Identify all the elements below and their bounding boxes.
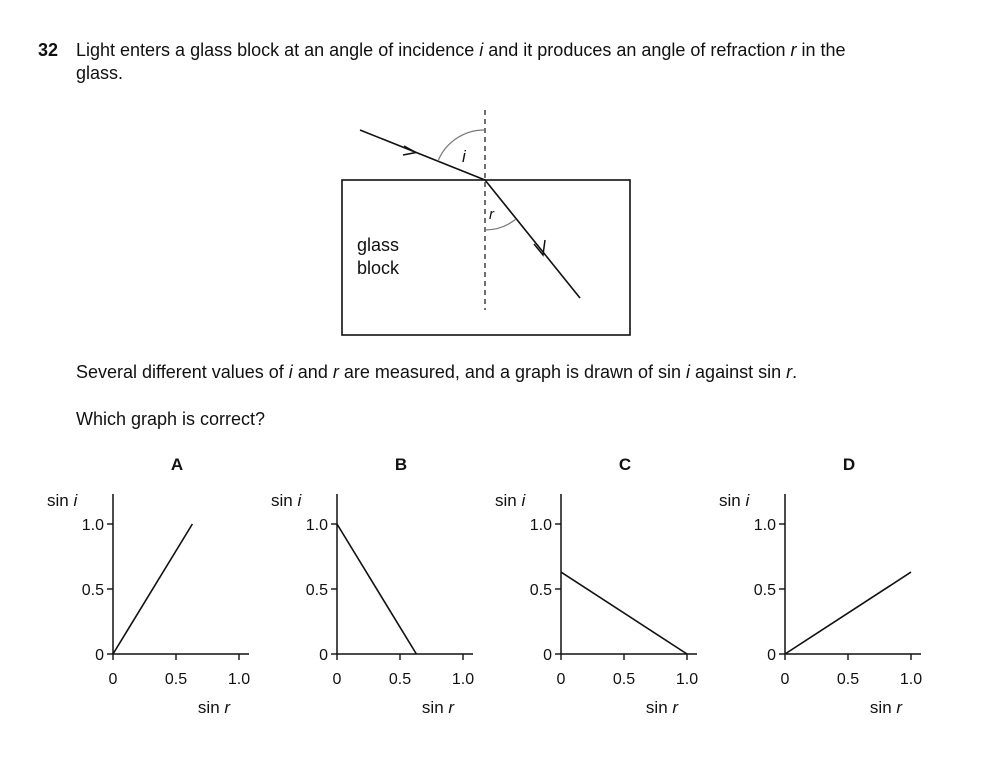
x-tick-label: 0.5 bbox=[612, 671, 636, 688]
text-run: against sin bbox=[690, 362, 787, 382]
x-tick-label: 1.0 bbox=[899, 671, 923, 688]
y-tick-label: 1.0 bbox=[753, 517, 776, 534]
y-tick-label: 0.5 bbox=[305, 582, 328, 599]
text-run: glass. bbox=[76, 63, 124, 83]
graph-d bbox=[719, 455, 922, 717]
italic-variable: r bbox=[790, 40, 797, 60]
question-number: 32 bbox=[38, 40, 59, 60]
y-tick-label: 0 bbox=[767, 647, 776, 664]
paragraph-question bbox=[76, 409, 265, 430]
x-tick-label: 0.5 bbox=[164, 671, 188, 688]
text-run: in the bbox=[796, 40, 846, 60]
angle-i-label: i bbox=[462, 147, 466, 166]
text-run: Several different values of bbox=[76, 362, 289, 382]
graph-c bbox=[495, 455, 698, 717]
text-run: Which graph is correct? bbox=[76, 409, 266, 429]
italic-variable: i bbox=[686, 362, 691, 382]
y-tick-label: 0.5 bbox=[753, 582, 776, 599]
graph-option-label: A bbox=[170, 455, 184, 474]
y-tick-label: 0.5 bbox=[529, 582, 552, 599]
data-line bbox=[561, 572, 687, 654]
y-axis-label: sin i bbox=[495, 491, 526, 510]
y-axis-label: sin i bbox=[47, 491, 78, 510]
y-axis-label: sin i bbox=[271, 491, 302, 510]
x-tick-label: 1.0 bbox=[675, 671, 699, 688]
italic-variable: r bbox=[786, 362, 793, 382]
x-axis-label: sin r bbox=[197, 698, 231, 717]
x-tick-label: 0 bbox=[780, 671, 790, 688]
angle-r-label: r bbox=[489, 206, 494, 223]
x-tick-label: 0.5 bbox=[388, 671, 412, 688]
data-line bbox=[785, 572, 911, 654]
x-axis-label: sin r bbox=[645, 698, 679, 717]
x-tick-label: 0.5 bbox=[836, 671, 860, 688]
italic-variable: i bbox=[288, 362, 293, 382]
block-label-line-2: block bbox=[357, 258, 400, 278]
x-tick-label: 0 bbox=[108, 671, 118, 688]
x-tick-label: 1.0 bbox=[227, 671, 251, 688]
data-line bbox=[113, 524, 192, 654]
refraction-diagram bbox=[0, 0, 1006, 360]
incident-ray bbox=[360, 130, 485, 180]
italic-variable: r bbox=[332, 362, 339, 382]
text-run: and it produces an angle of refraction bbox=[483, 40, 791, 60]
y-tick-label: 0.5 bbox=[81, 582, 104, 599]
y-tick-label: 0 bbox=[95, 647, 104, 664]
x-tick-label: 0 bbox=[332, 671, 342, 688]
refracted-ray bbox=[485, 180, 580, 298]
text-run: . bbox=[792, 362, 798, 382]
block-label-line-1: glass bbox=[357, 235, 400, 255]
graph-option-label: B bbox=[394, 455, 408, 474]
x-tick-label: 0 bbox=[556, 671, 566, 688]
text-run: and bbox=[292, 362, 333, 382]
y-tick-label: 1.0 bbox=[529, 517, 552, 534]
paragraph-measurement bbox=[76, 362, 797, 383]
y-tick-label: 1.0 bbox=[81, 517, 104, 534]
y-tick-label: 0 bbox=[543, 647, 552, 664]
y-tick-label: 0 bbox=[319, 647, 328, 664]
y-axis-label: sin i bbox=[719, 491, 750, 510]
x-axis-label: sin r bbox=[421, 698, 455, 717]
italic-variable: i bbox=[479, 40, 484, 60]
graph-option-label: C bbox=[618, 455, 632, 474]
graph-b bbox=[271, 455, 474, 717]
graph-a bbox=[47, 455, 250, 717]
y-tick-label: 1.0 bbox=[305, 517, 328, 534]
answer-graphs bbox=[0, 440, 1006, 740]
data-line bbox=[337, 524, 416, 654]
x-tick-label: 1.0 bbox=[451, 671, 475, 688]
graph-option-label: D bbox=[842, 455, 856, 474]
text-run: are measured, and a graph is drawn of sin bbox=[338, 362, 687, 382]
x-axis-label: sin r bbox=[869, 698, 903, 717]
text-run: Light enters a glass block at an angle of incidence bbox=[76, 40, 480, 60]
